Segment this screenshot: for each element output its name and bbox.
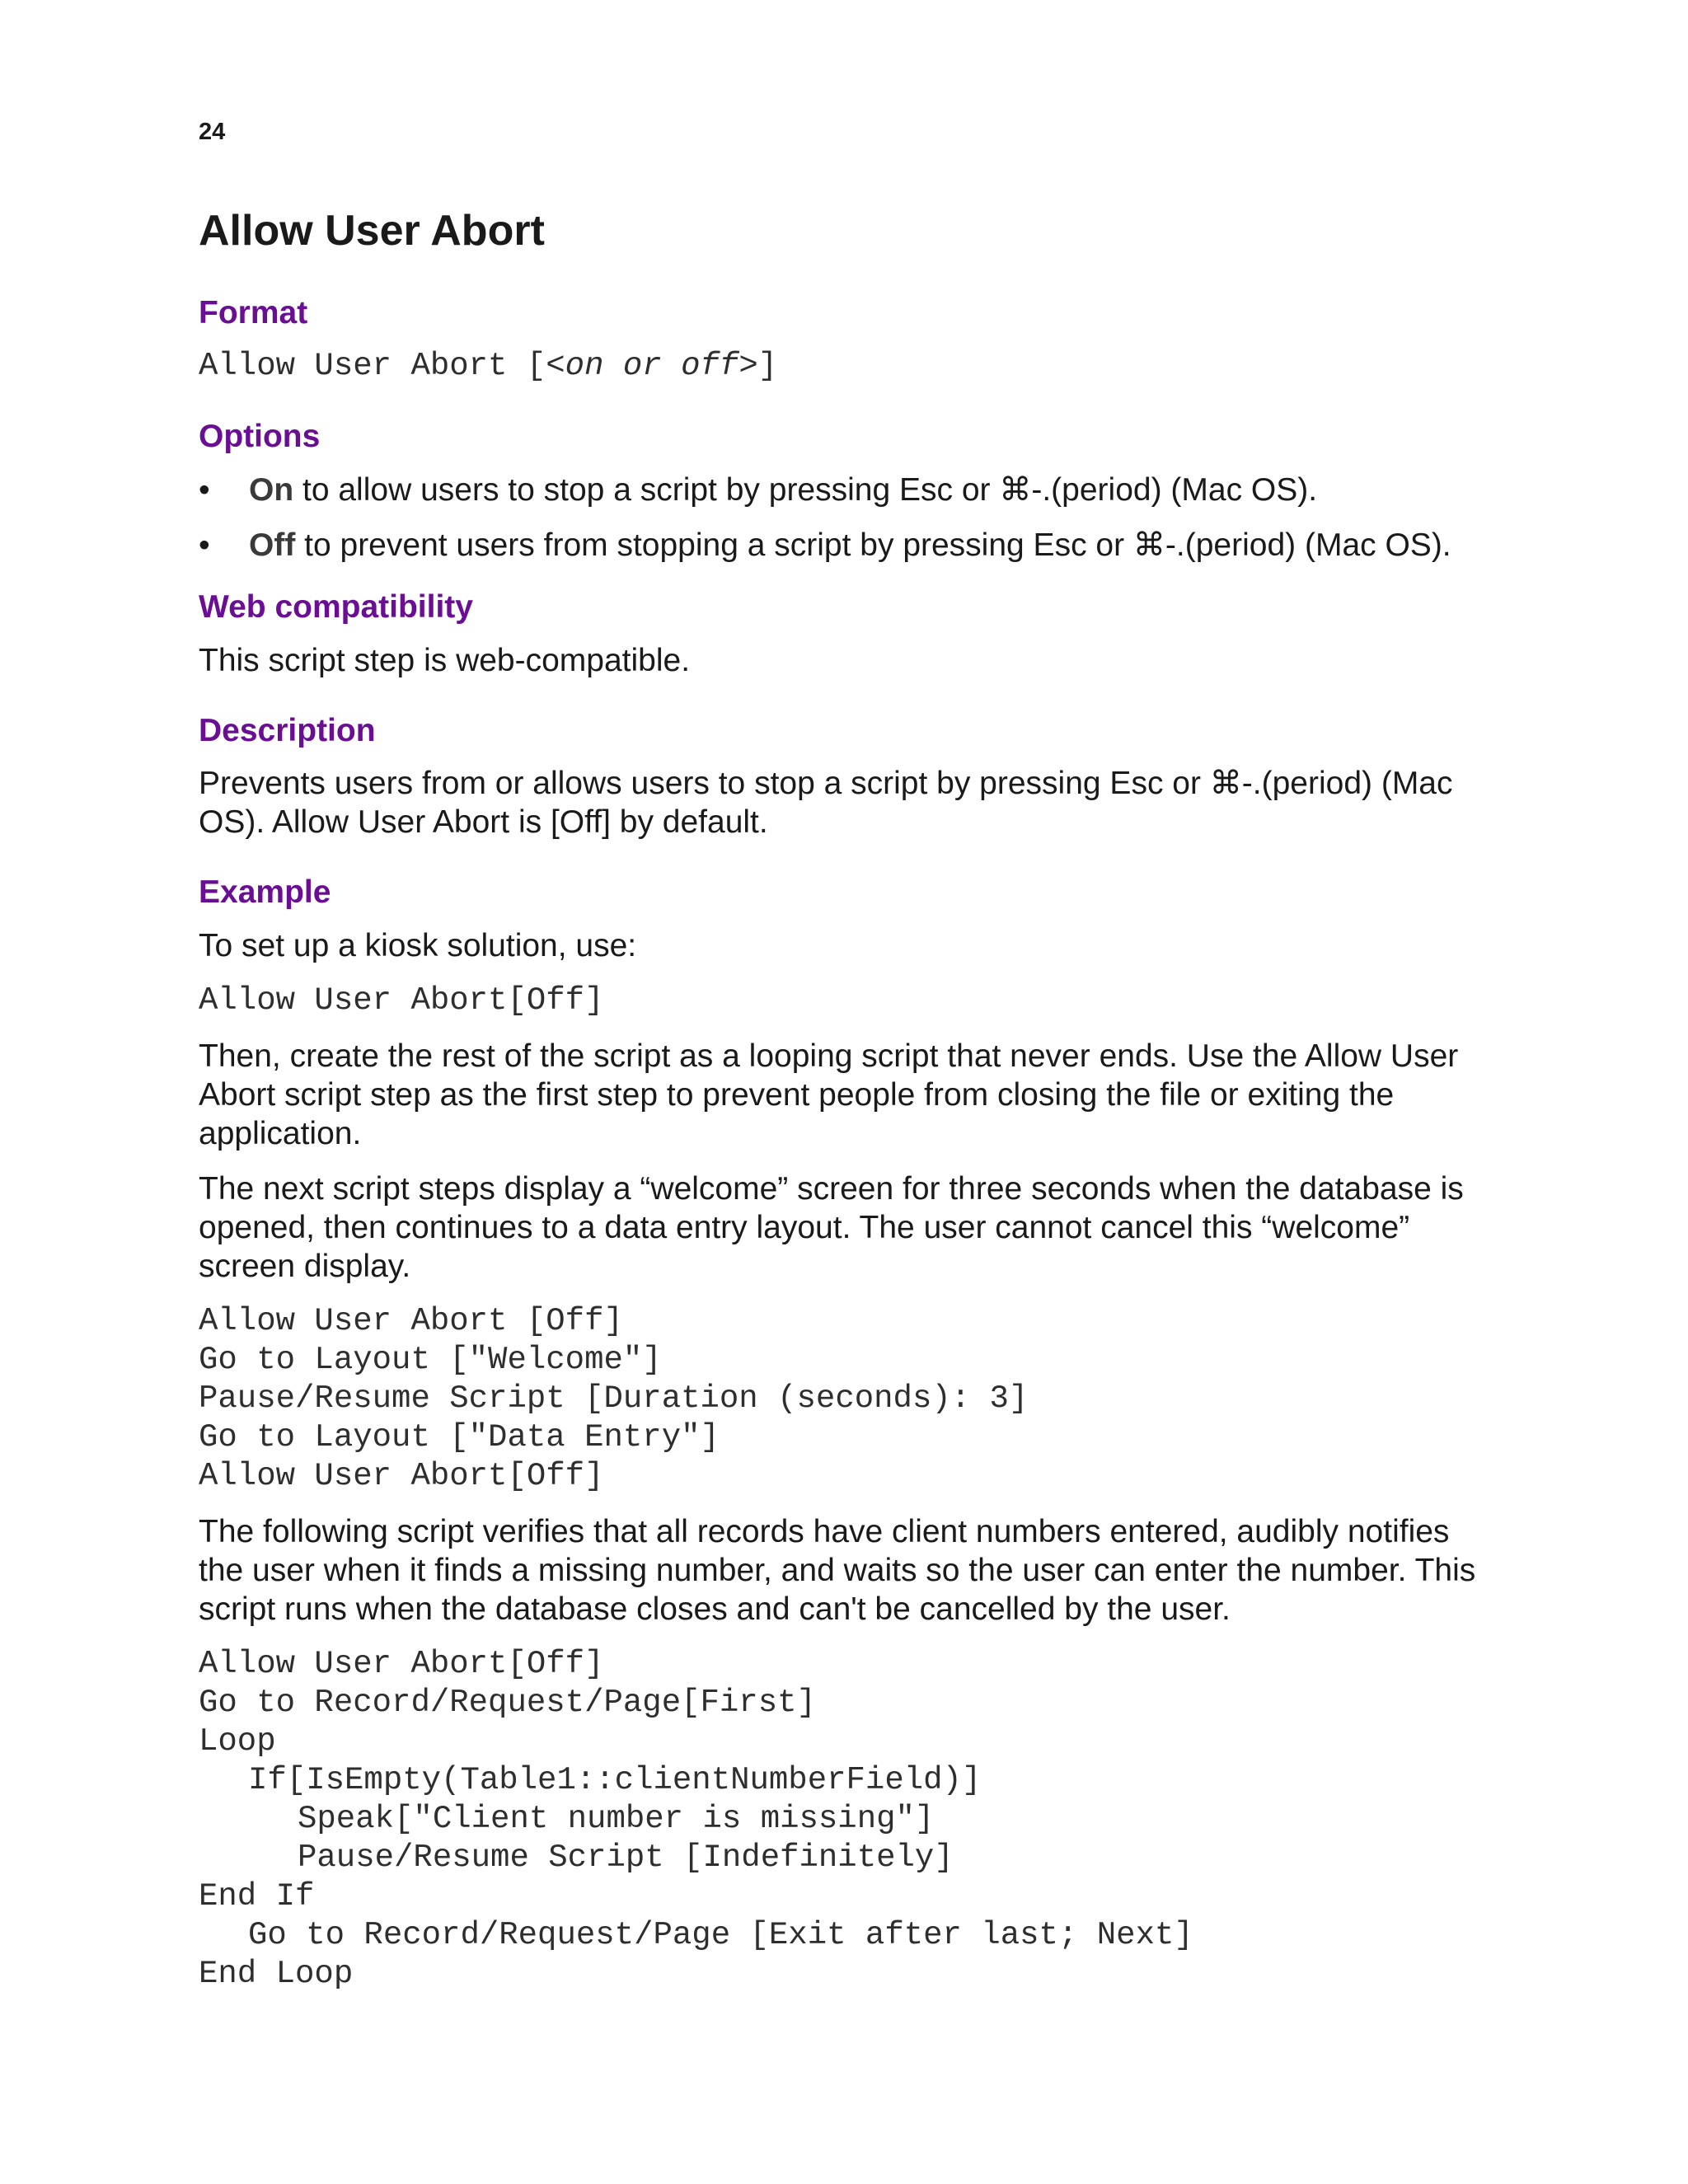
options-section bbox=[199, 419, 1493, 565]
code-block-2 bbox=[199, 1302, 1493, 1496]
description-heading: Description bbox=[199, 712, 376, 748]
example-section bbox=[199, 874, 1493, 1994]
web-compatibility-text: This script step is web-compatible. bbox=[199, 642, 691, 678]
option-text: to prevent users from stopping a script by pressing Esc or ⌘-.(period) (Mac OS). bbox=[295, 527, 1451, 563]
code-line: Allow User Abort [Off] bbox=[199, 1303, 623, 1340]
example-paragraph-2: The next script steps display a “welcome” screen for three seconds when the database is opened, then continues to a data entry layout. The user cannot cancel this “welcome” screen display. bbox=[199, 1171, 1464, 1285]
code-line: End Loop bbox=[199, 1956, 354, 1993]
code-line: Go to Record/Request/Page[First] bbox=[199, 1685, 816, 1722]
option-keyword: On bbox=[249, 471, 294, 508]
option-keyword: Off bbox=[249, 527, 296, 563]
bullet-icon: • bbox=[199, 527, 210, 563]
code-line: Go to Layout ["Data Entry"] bbox=[199, 1419, 720, 1456]
web-compatibility-section bbox=[199, 589, 1493, 680]
description-section bbox=[199, 713, 1493, 842]
options-heading: Options bbox=[199, 418, 321, 454]
option-text: to allow users to stop a script by pressing Esc or ⌘-.(period) (Mac OS). bbox=[293, 471, 1318, 508]
options-list bbox=[199, 471, 1493, 565]
option-item-on bbox=[199, 471, 1493, 509]
web-compatibility-heading: Web compatibility bbox=[199, 588, 473, 625]
content-flow bbox=[199, 295, 1493, 2027]
format-section bbox=[199, 295, 1493, 386]
code-line: Allow User Abort[Off] bbox=[199, 1458, 604, 1495]
code-block-1 bbox=[199, 982, 1493, 1020]
option-item-off bbox=[199, 526, 1493, 565]
example-paragraph-1: Then, create the rest of the script as a looping script that never ends. Use the Allow User Abort script step as the first step to prevent people from closing the file or exiting the application. bbox=[199, 1038, 1459, 1152]
code-line: Go to Record/Request/Page [Exit after last; Next] bbox=[248, 1917, 1193, 1954]
format-code-suffix: ] bbox=[757, 347, 778, 384]
description-text: Prevents users from or allows users to stop a script by pressing Esc or ⌘-.(period) (Mac OS). Allow User Abort is [Off] by default. bbox=[199, 766, 1453, 841]
code-block-3 bbox=[199, 1645, 1493, 1994]
code-line: Pause/Resume Script [Duration (seconds): 3] bbox=[199, 1380, 1029, 1418]
example-paragraph-3: The following script verifies that all records have client numbers entered, audibly notifies the user when it finds a missing number, and waits so the user can enter the number. This script runs when the database closes and can't be cancelled by the user. bbox=[199, 1514, 1476, 1628]
code-line: Speak["Client number is missing"] bbox=[298, 1801, 935, 1838]
format-code-param: <on or off> bbox=[546, 347, 758, 384]
code-line: End If bbox=[199, 1878, 315, 1915]
format-heading: Format bbox=[199, 295, 308, 330]
code-line: Loop bbox=[199, 1723, 276, 1760]
code-line: If[IsEmpty(Table1::clientNumberField)] bbox=[248, 1762, 982, 1799]
example-heading: Example bbox=[199, 874, 331, 911]
code-line: Allow User Abort[Off] bbox=[199, 1646, 604, 1683]
format-code-prefix: Allow User Abort [ bbox=[199, 347, 546, 384]
code-line: Go to Layout ["Welcome"] bbox=[199, 1342, 662, 1379]
example-intro: To set up a kiosk solution, use: bbox=[199, 928, 637, 964]
code-line: Pause/Resume Script [Indefinitely] bbox=[298, 1840, 954, 1877]
format-code bbox=[199, 347, 1493, 386]
code-line: Allow User Abort[Off] bbox=[199, 982, 604, 1019]
bullet-icon: • bbox=[199, 471, 210, 508]
page-number: 24 bbox=[199, 119, 226, 145]
page-title: Allow User Abort bbox=[199, 207, 545, 255]
